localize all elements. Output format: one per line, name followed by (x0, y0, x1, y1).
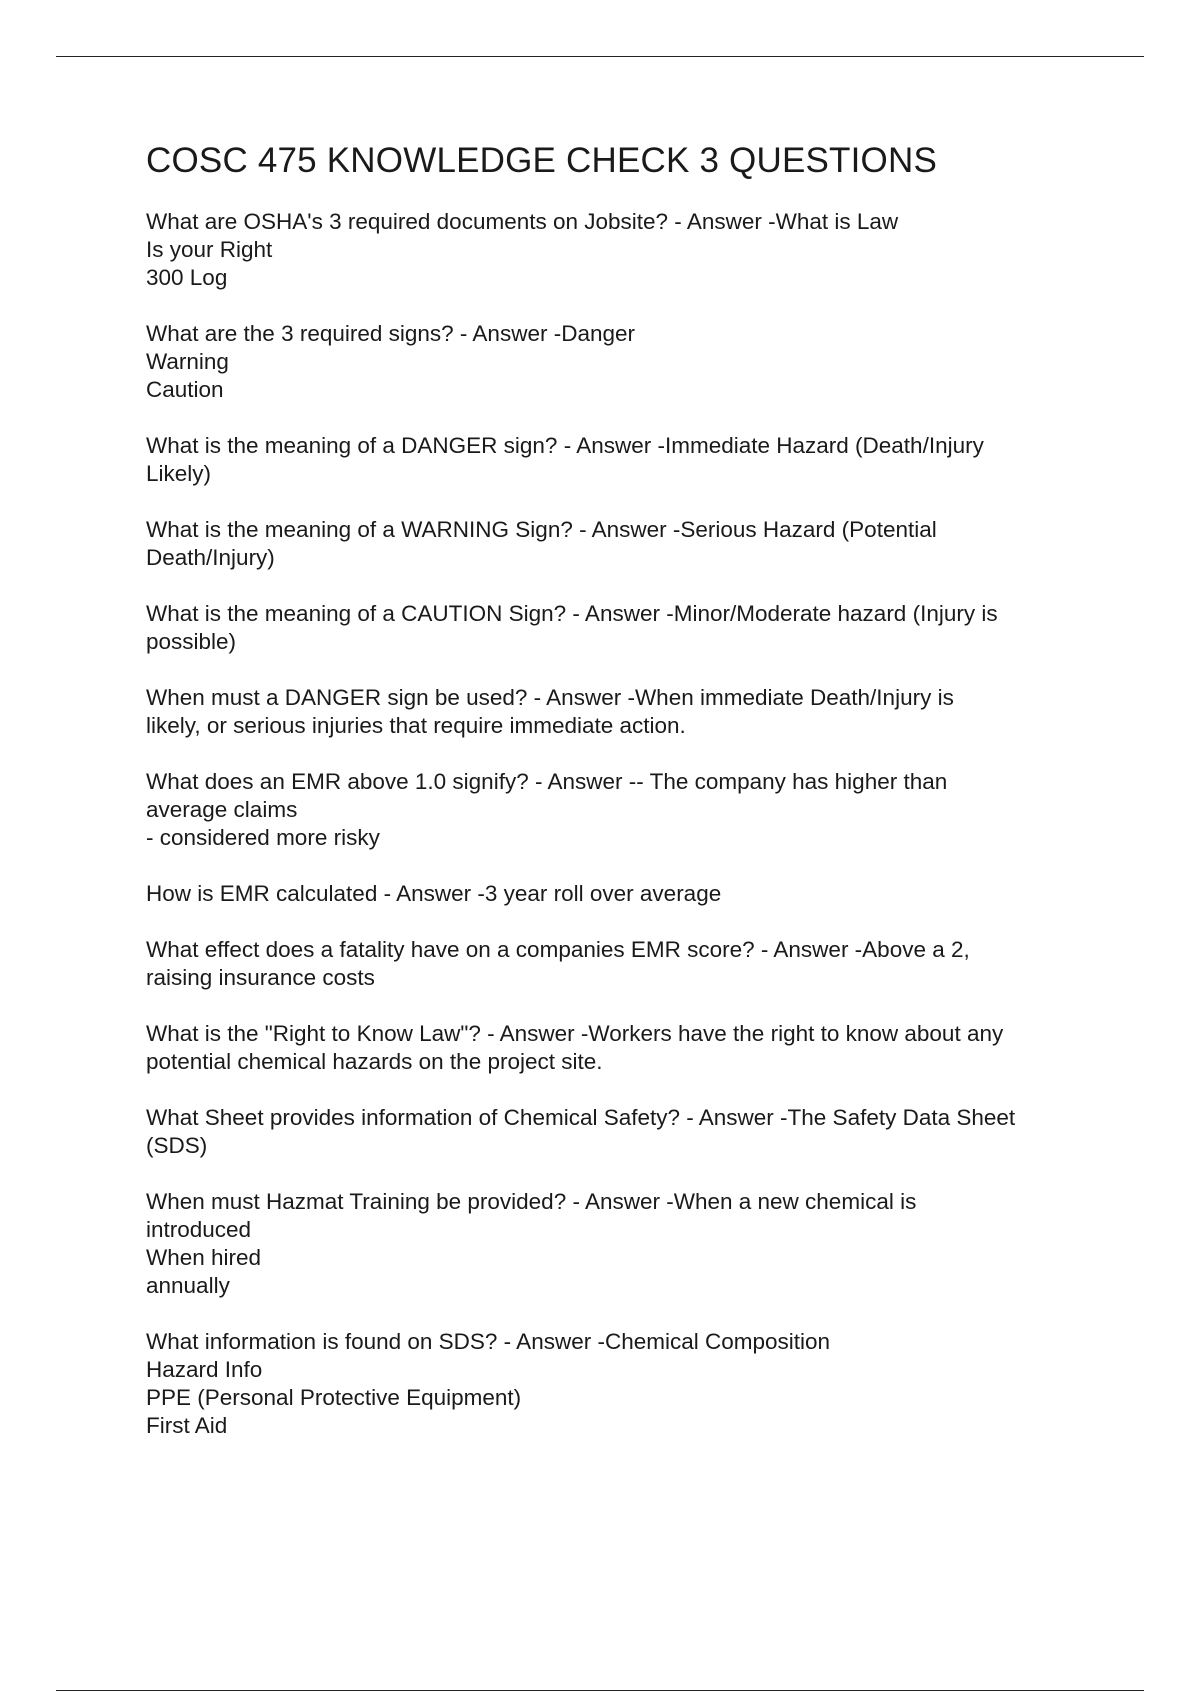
qa-item: What is the meaning of a DANGER sign? - Answer -Immediate Hazard (Death/Injury Likely) (146, 433, 984, 486)
qa-item: What effect does a fatality have on a companies EMR score? - Answer -Above a 2, raising insurance costs (146, 937, 970, 990)
qa-item: What are the 3 required signs? - Answer -Danger Warning Caution (146, 321, 635, 402)
qa-item: What is the meaning of a WARNING Sign? - Answer -Serious Hazard (Potential Death/Injury) (146, 517, 937, 570)
page-title: COSC 475 KNOWLEDGE CHECK 3 QUESTIONS (146, 141, 937, 180)
qa-item: What information is found on SDS? - Answer -Chemical Composition Hazard Info PPE (Personal Protective Equipment) First Aid (146, 1329, 831, 1438)
qa-item: What does an EMR above 1.0 signify? - Answer -- The company has higher than average claims - considered more risky (146, 769, 948, 850)
qa-item: What is the meaning of a CAUTION Sign? - Answer -Minor/Moderate hazard (Injury is possible) (146, 601, 998, 654)
qa-item: What Sheet provides information of Chemical Safety? - Answer -The Safety Data Sheet (SDS) (146, 1105, 1016, 1158)
bottom-divider (56, 1690, 1144, 1691)
qa-item: How is EMR calculated - Answer -3 year roll over average (146, 881, 722, 906)
document-body (146, 140, 1101, 1468)
qa-item: What is the "Right to Know Law"? - Answer -Workers have the right to know about any potential chemical hazards on the project site. (146, 1021, 1004, 1074)
top-divider (56, 56, 1144, 57)
qa-item: When must Hazmat Training be provided? - Answer -When a new chemical is introduced When hired annually (146, 1189, 917, 1298)
qa-item: When must a DANGER sign be used? - Answer -When immediate Death/Injury is likely, or serious injuries that require immediate action. (146, 685, 954, 738)
qa-item: What are OSHA's 3 required documents on Jobsite? - Answer -What is Law Is your Right 300 Log (146, 209, 899, 290)
